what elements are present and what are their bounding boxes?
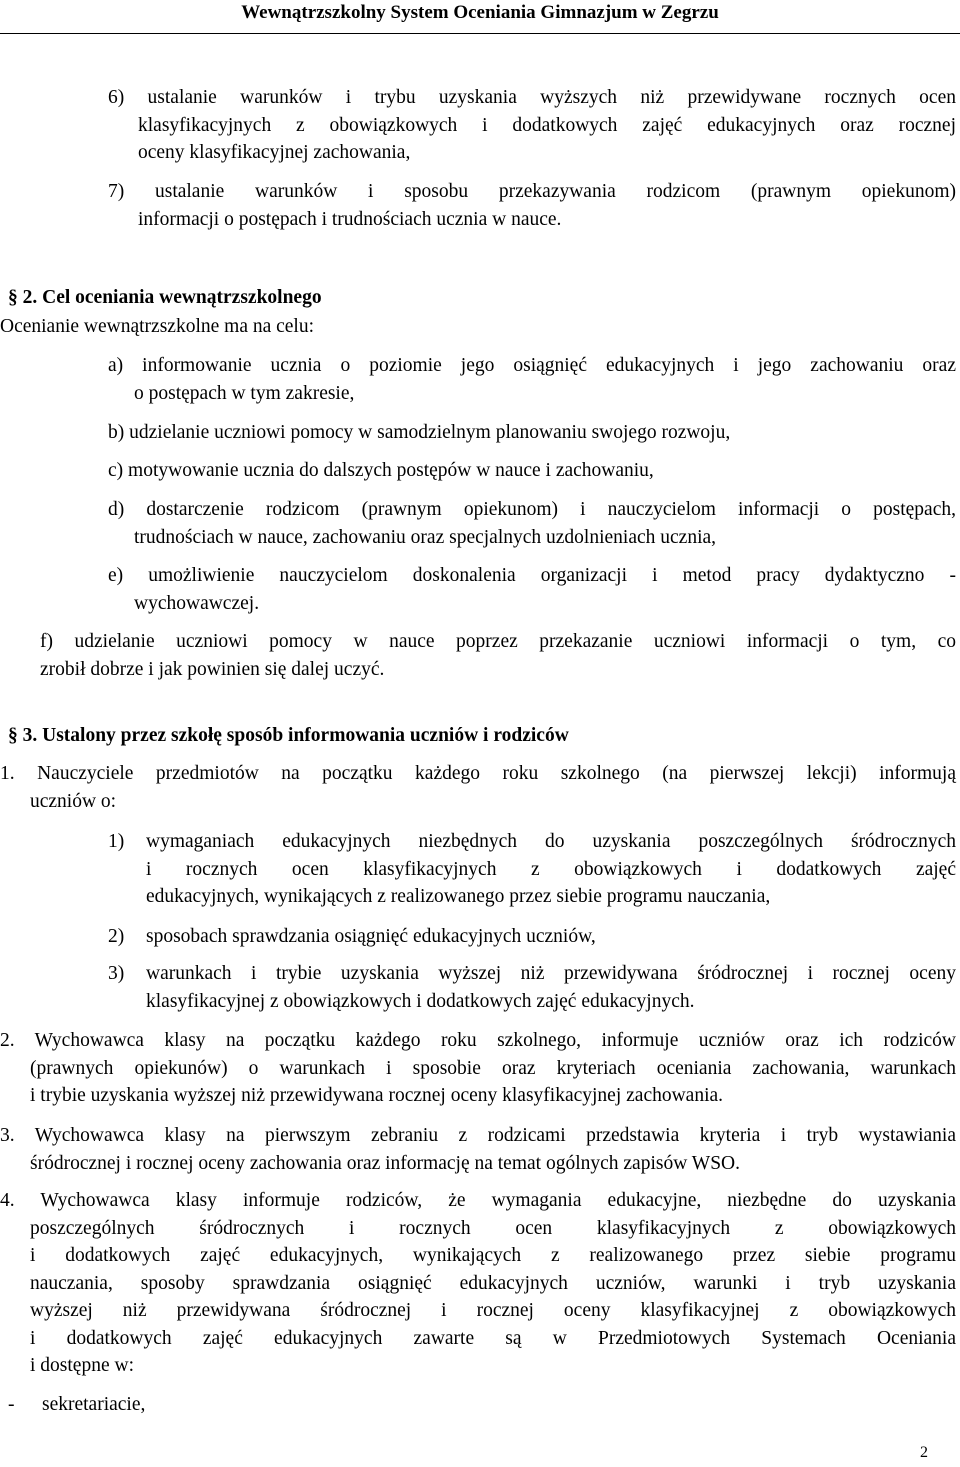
text-line: o postępach w tym zakresie, (134, 382, 355, 404)
list-item-6 (108, 84, 956, 167)
text-line: 7) ustalanie warunków i sposobu przekazywania rodzicom (prawnym opiekunom) (108, 181, 956, 202)
text-line: wychowawczej. (134, 592, 260, 614)
subitem-3 (146, 960, 956, 1015)
text-line: c) motywowanie ucznia do dalszych postępów w nauce i zachowaniu, (108, 460, 654, 481)
section-sign: § (8, 287, 18, 308)
text-line: informacji o postępach i trudnościach ucznia w nauce. (138, 208, 562, 230)
goal-item-e (108, 562, 956, 617)
paragraph-3 (0, 1122, 956, 1177)
text-line: wymaganiach edukacyjnych niezbędnych do uzyskania poszczególnych śródrocznych (146, 831, 956, 852)
text-line: a) informowanie ucznia o poziomie jego osiągnięć edukacyjnych i jego zachowaniu oraz (108, 355, 956, 376)
running-header: Wewnątrzszkolny System Oceniania Gimnazjum w Zegrzu (241, 2, 719, 23)
subitem-number: 3) (108, 963, 125, 984)
text-line: 6) ustalanie warunków i trybu uzyskania wyższych niż przewidywane rocznych ocen (108, 87, 956, 108)
section-sign: § (8, 725, 18, 746)
subitem-2 (146, 923, 956, 951)
section-heading (8, 722, 569, 750)
section-2-intro: Ocenianie wewnątrzszkolne ma na celu: (0, 316, 315, 337)
text-line: uczniów o: (30, 790, 117, 812)
text-line: zrobił dobrze i jak powinien się dalej uczyć. (40, 658, 385, 680)
text-line: e) umożliwienie nauczycielom doskonalenia organizacji i metod pracy dydaktyczno - (108, 565, 956, 586)
text-line: śródrocznej i rocznej oceny zachowania oraz informację na temat ogólnych zapisów WSO. (30, 1152, 741, 1174)
text-line: i dostępne w: (30, 1355, 134, 1376)
page-number: 2 (920, 1444, 928, 1461)
section-3-title: 3. Ustalony przez szkołę sposób informowania uczniów i rodziców (22, 725, 569, 746)
subitem-number: 2) (108, 926, 125, 947)
paragraph-4 (0, 1187, 956, 1380)
text-line: 3. Wychowawca klasy na pierwszym zebraniu z rodzicami przedstawia kryteria i tryb wystawiania (0, 1125, 956, 1146)
goal-item-b (108, 419, 956, 447)
text-line: i dodatkowych zajęć edukacyjnych, wynikających z realizowanego przez siebie programu (30, 1245, 956, 1266)
section-2-title: 2. Cel oceniania wewnątrzszkolnego (22, 287, 322, 308)
text-line: 1. Nauczyciele przedmiotów na początku każdego roku szkolnego (na pierwszej lekcji) informują (0, 763, 956, 784)
goal-item-d (108, 496, 956, 551)
text-line: b) udzielanie uczniowi pomocy w samodzielnym planowaniu swojego rozwoju, (108, 422, 731, 443)
text-line: klasyfikacyjnych z obowiązkowych i dodatkowych zajęć edukacyjnych oraz rocznej (138, 114, 956, 136)
text-line: warunkach i trybie uzyskania wyższej niż przewidywana śródrocznej i rocznej oceny (146, 963, 956, 984)
text-line: d) dostarczenie rodzicom (prawnym opiekunom) i nauczycielom informacji o postępach, (108, 499, 956, 520)
text-line: 4. Wychowawca klasy informuje rodziców, że wymagania edukacyjne, niezbędne do uzyskania (0, 1190, 956, 1211)
text-line: i dodatkowych zajęć edukacyjnych zawarte są w Przedmiotowych Systemach Oceniania (30, 1327, 956, 1349)
goal-item-c (108, 457, 956, 485)
section-heading (8, 284, 322, 312)
list-item-7 (108, 178, 956, 233)
text-line: i rocznych ocen klasyfikacyjnych z obowiązkowych i dodatkowych zajęć (146, 858, 956, 880)
text-line: edukacyjnych, wynikających z realizowanego przez siebie programu nauczania, (146, 886, 771, 907)
text-line: f) udzielanie uczniowi pomocy w nauce poprzez przekazanie uczniowi informacji o tym, co (40, 631, 956, 652)
subitem-number: 1) (108, 831, 125, 852)
text-line: wyższej niż przewidywana śródrocznej i rocznej oceny klasyfikacyjnej z obowiązkowych (30, 1300, 956, 1321)
text-line: i trybie uzyskania wyższej niż przewidywana rocznej oceny klasyfikacyjnej zachowania. (30, 1085, 724, 1106)
text-line: trudnościach w nauce, zachowaniu oraz specjalnych uzdolnieniach ucznia, (134, 526, 717, 548)
text-line: oceny klasyfikacyjnej zachowania, (138, 142, 411, 163)
text-line: 2. Wychowawca klasy na początku każdego roku szkolnego, informuje uczniów oraz ich rodziców (0, 1030, 956, 1051)
goal-item-f (40, 628, 956, 683)
text-line: (prawnych opiekunów) o warunkach i sposobie oraz kryteriach oceniania zachowania, warunkach (30, 1057, 956, 1079)
header-rule (0, 33, 960, 34)
text-line: nauczania, sposoby sprawdzania osiągnięć edukacyjnych uczniów, warunki i tryb uzyskania (30, 1272, 956, 1294)
subitem-1 (146, 828, 956, 911)
location-item: sekretariacie, (42, 1394, 146, 1415)
paragraph-2 (0, 1027, 956, 1110)
goal-item-a (108, 352, 956, 407)
text-line: sposobach sprawdzania osiągnięć edukacyjnych uczniów, (146, 926, 596, 947)
text-line: poszczególnych śródrocznych i rocznych ocen klasyfikacyjnych z obowiązkowych (30, 1217, 956, 1239)
text-line: klasyfikacyjnej z obowiązkowych i dodatkowych zajęć edukacyjnych. (146, 990, 695, 1012)
dash-bullet: - (8, 1394, 15, 1415)
paragraph-1 (0, 760, 956, 815)
